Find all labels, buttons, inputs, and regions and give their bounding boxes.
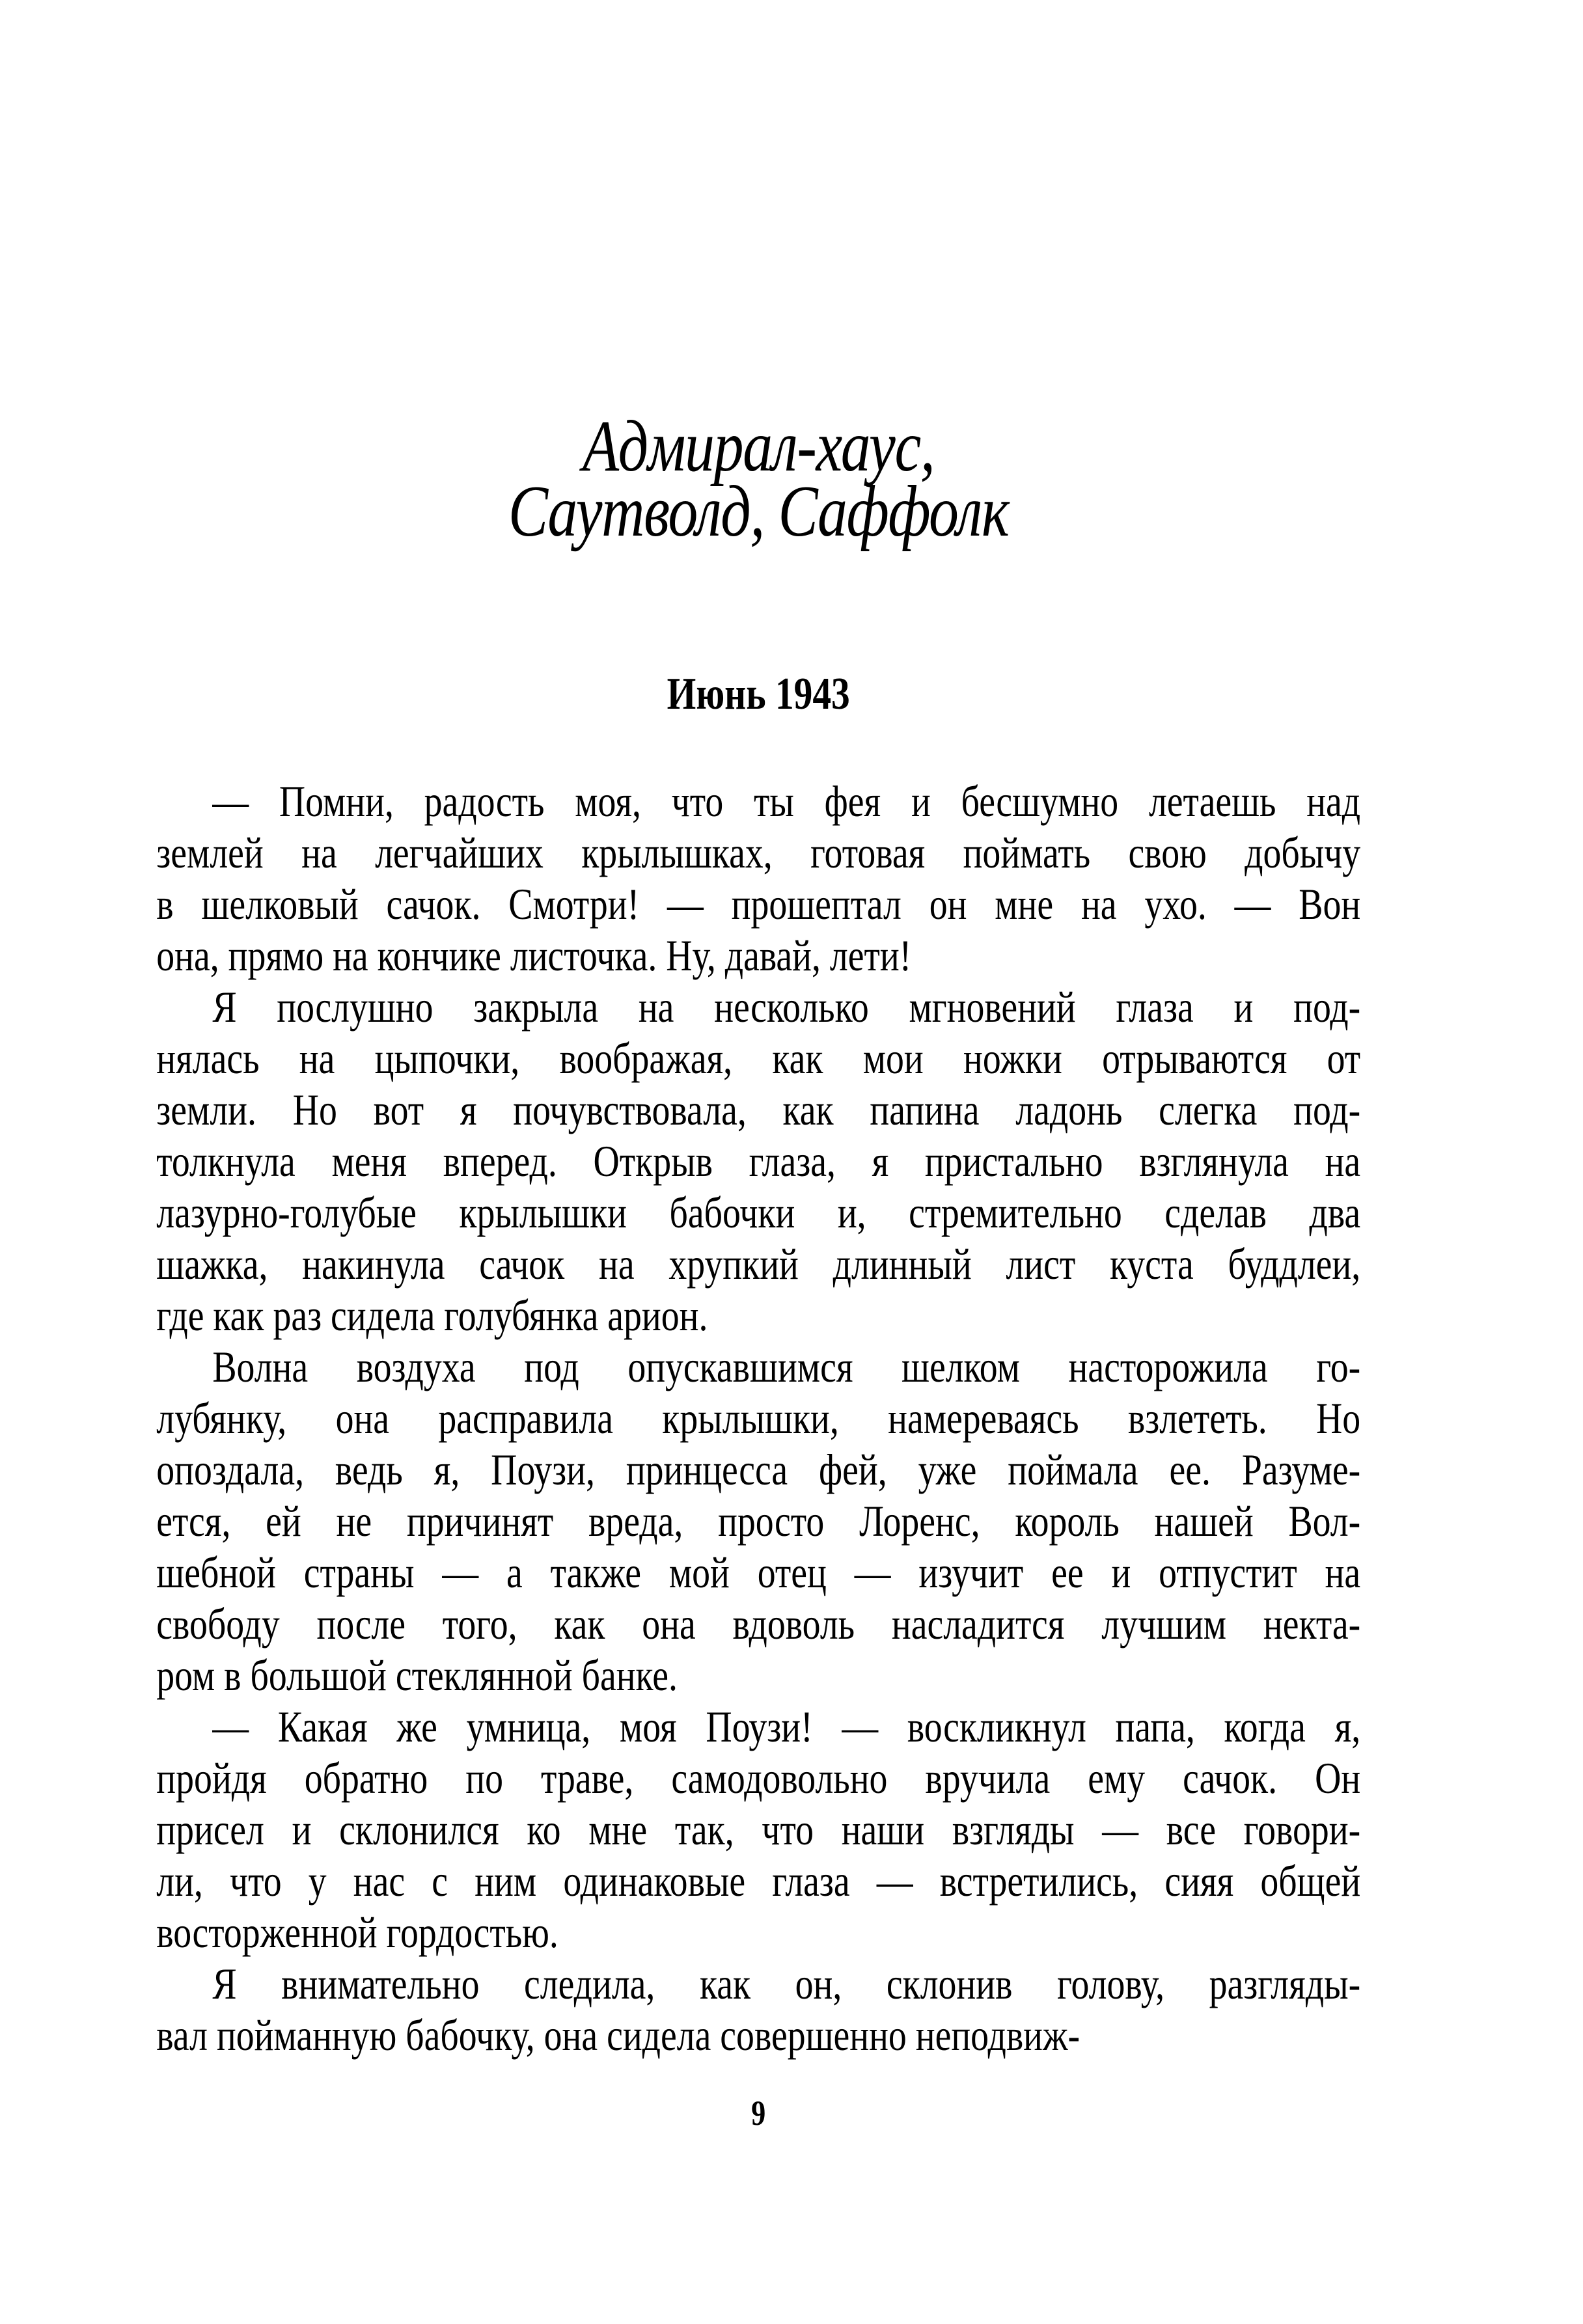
body-line: пройдя обратно по траве, самодовольно вручила ему сачок. Он — [156, 1753, 1361, 1803]
body-line: толкнула меня вперед. Открыв глаза, я пристально взглянула на — [156, 1136, 1361, 1186]
body-line: лазурно-голубые крылышки бабочки и, стремительно сделав два — [156, 1188, 1361, 1237]
body-line: шажка, накинула сачок на хрупкий длинный лист куста буддлеи, — [156, 1239, 1361, 1289]
body-line: Я внимательно следила, как он, склонив голову, разгляды- — [212, 1959, 1361, 2008]
body-line: — Помни, радость моя, что ты фея и бесшумно летаешь над — [212, 776, 1361, 826]
body-line: в шелковый сачок. Смотри! — прошептал он мне на ухо. — Вон — [156, 879, 1361, 929]
body-line: опоздала, ведь я, Поузи, принцесса фей, уже поймала ее. Разуме- — [156, 1445, 1361, 1494]
body-line: землей на легчайших крылышках, готовая поймать свою добычу — [156, 828, 1361, 877]
body-line: ром в большой стеклянной банке. — [156, 1650, 678, 1700]
location-heading-line-2: Саутволд, Саффолк — [508, 471, 1009, 552]
location-heading-line-1: Адмирал-хаус, — [583, 406, 935, 487]
body-line: восторженной гордостью. — [156, 1907, 558, 1957]
body-line: присел и склонился ко мне так, что наши взгляды — все говори- — [156, 1805, 1361, 1854]
body-line: Я послушно закрыла на несколько мгновений глаза и под- — [212, 982, 1361, 1032]
body-line: ется, ей не причинят вреда, просто Лоренс, король нашей Вол- — [156, 1496, 1361, 1546]
body-line: земли. Но вот я почувствовала, как папина ладонь слегка под- — [156, 1085, 1361, 1134]
body-line: она, прямо на кончике листочка. Ну, давай, лети! — [156, 931, 912, 980]
chapter-date-heading: Июнь 1943 — [667, 669, 850, 719]
body-line: шебной страны — а также мой отец — изучит ее и отпустит на — [156, 1548, 1361, 1597]
body-line: Волна воздуха под опускавшимся шелком насторожила го- — [212, 1342, 1361, 1391]
body-text — [156, 776, 1360, 2061]
body-line: — Какая же умница, моя Поузи! — воскликнул папа, когда я, — [212, 1702, 1361, 1751]
body-line: где как раз сидела голубянка арион. — [156, 1291, 708, 1340]
body-line: лубянку, она расправила крылышки, намереваясь взлететь. Но — [156, 1393, 1361, 1443]
page-number: 9 — [751, 2094, 766, 2133]
body-line: вал пойманную бабочку, она сидела совершенно неподвиж- — [156, 2010, 1081, 2060]
body-line: ли, что у нас с ним одинаковые глаза — встретились, сияя общей — [156, 1856, 1361, 1906]
body-line: нялась на цыпочки, воображая, как мои ножки отрываются от — [156, 1033, 1361, 1083]
chapter-location-heading — [156, 406, 1360, 552]
body-line: свободу после того, как она вдоволь насладится лучшим некта- — [156, 1599, 1361, 1648]
